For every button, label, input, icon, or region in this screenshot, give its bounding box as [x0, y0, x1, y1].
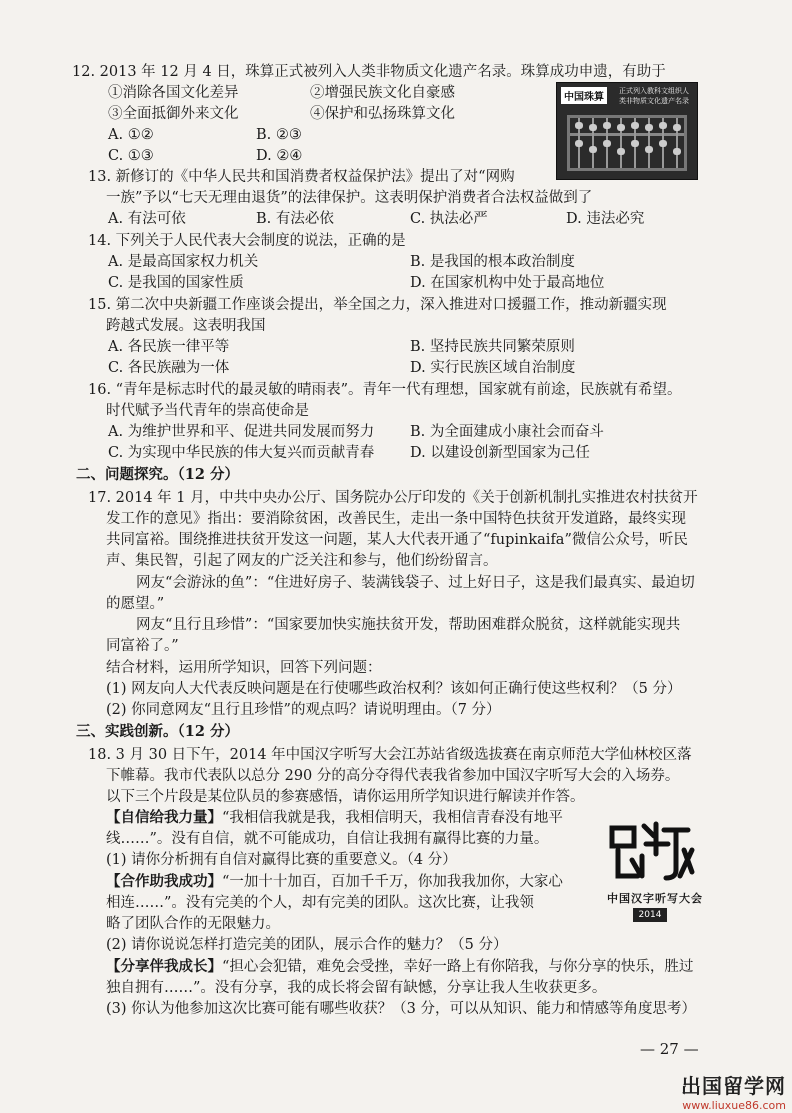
q13-line1: 13. 新修订的《中华人民共和国消费者权益保护法》提出了对“网购	[88, 169, 515, 185]
q14-stem: 14. 下列关于人民代表大会制度的说法，正确的是	[88, 233, 406, 249]
q17-para1: 17. 2014 年 1 月，中共中央办公厅、国务院办公厅印发的《关于创新机制扎实推进农村扶贫开	[88, 490, 698, 506]
q18-fragment2-line1: 【合作助我成功】“一加十十加百，百加千千万，你加我我加你，大家心	[106, 873, 563, 890]
q18-tag-cooperation: 【合作助我成功】	[106, 873, 222, 890]
q18-sub3: (3) 你认为他参加这次比赛可能有哪些收获？（3 分，可以从知识、能力和情感等角度思考）	[106, 1001, 696, 1017]
q14-option-a: A. 是最高国家权力机关	[108, 254, 259, 270]
q14-option-b: B. 是我国的根本政治制度	[410, 254, 575, 270]
site-watermark	[681, 1070, 786, 1112]
q17-para2: 发工作的意见》指出：要消除贫困，改善民生，走出一条中国特色扶贫开发道路，最终实现	[106, 511, 686, 527]
section2-heading: 二、问题探究。（12 分）	[76, 466, 239, 483]
q17-para5: 网友“会游泳的鱼”：“住进好房子、装满钱袋子、过上好日子，这是我们最真实、最迫切	[136, 575, 695, 591]
q18-tag-sharing: 【分享伴我成长】	[106, 958, 222, 975]
q18-para2: 下帷幕。我市代表队以总分 290 分的高分夺得代表我省参加中国汉字听写大会的入场券。	[106, 768, 680, 784]
q18-fragment2-line3: 略了团队合作的无限魅力。	[106, 916, 280, 932]
q14-option-c: C. 是我国的国家性质	[108, 275, 244, 291]
dictation-contest-logo	[580, 820, 730, 932]
watermark-url: www.liuxue86.com	[682, 1099, 786, 1112]
q16-option-c: C. 为实现中华民族的伟大复兴而贡献青春	[108, 445, 375, 461]
abacus-frame	[567, 115, 687, 171]
q18-sub1: (1) 请你分析拥有自信对赢得比赛的重要意义。（4 分）	[106, 852, 457, 868]
q16-option-d: D. 以建设创新型国家为己任	[410, 445, 590, 461]
q16-option-a: A. 为维护世界和平、促进共同发展而努力	[108, 424, 375, 440]
abacus-photo-tag: 中国珠算	[561, 87, 607, 104]
q18-fragment2-line2: 相连……”。没有完美的个人，却有完美的团队。这次比赛，让我领	[106, 895, 534, 911]
q16-option-b: B. 为全面建成小康社会而奋斗	[410, 424, 604, 440]
q16-line2: 时代赋予当代青年的崇高使命是	[106, 403, 309, 419]
q15-line1: 15. 第二次中央新疆工作座谈会提出，举全国之力，深入推进对口援疆工作，推动新疆实现	[88, 297, 667, 313]
q17-sub1: (1) 网友向人大代表反映问题是在行使哪些政治权利？该如何正确行使这些权利？（5 分）	[106, 681, 682, 697]
q15-option-d: D. 实行民族区域自治制度	[410, 360, 576, 376]
q12-option-b: B. ②③	[256, 127, 302, 143]
logo-year: 2014	[633, 908, 667, 922]
q12-option-c: C. ①③	[108, 148, 154, 164]
q15-option-b: B. 坚持民族共同繁荣原则	[410, 339, 575, 355]
q17-sub2: (2) 你同意网友“且行且珍惜”的观点吗？请说明理由。（7 分）	[106, 702, 501, 718]
q18-para1: 18. 3 月 30 日下午，2014 年中国汉字听写大会江苏站省级选拔赛在南京师范大学仙林校区落	[88, 747, 692, 763]
q17-para6: 的愿望。”	[106, 596, 165, 612]
q13-option-b: B. 有法必依	[256, 211, 334, 227]
calligraphy-logo-icon	[602, 820, 702, 890]
q17-para7: 网友“且行且珍惜”：“国家要加快实施扶贫开发，帮助困难群众脱贫，这样就能实现共	[136, 617, 681, 633]
q18-fragment3-line1: 【分享伴我成长】“担心会犯错，难免会受挫，幸好一路上有你陪我，与你分享的快乐，胜过	[106, 958, 694, 975]
watermark-title: 出国留学网	[681, 1074, 786, 1098]
q17-para8: 同富裕了。”	[106, 638, 179, 654]
q13-option-d: D. 违法必究	[566, 211, 645, 227]
q17-para3: 共同富裕。围绕推进扶贫开发这一问题，某人大代表开通了“fupinkaifa”微信公众号，听民	[106, 532, 688, 548]
q17-para4: 声、集民智，引起了网友的广泛关注和参与，他们纷纷留言。	[106, 553, 498, 569]
q12-item1: ①消除各国文化差异	[108, 85, 239, 101]
logo-title: 中国汉字听写大会	[607, 892, 703, 905]
q12-option-a: A. ①②	[108, 127, 154, 143]
abacus-photo	[556, 82, 698, 180]
q18-para3: 以下三个片段是某位队员的参赛感悟，请你运用所学知识进行解读并作答。	[106, 789, 585, 805]
q12-item2: ②增强民族文化自豪感	[310, 85, 455, 101]
q12-item4: ④保护和弘扬珠算文化	[310, 106, 455, 122]
q15-option-a: A. 各民族一律平等	[108, 339, 230, 355]
q12-stem: 12. 2013 年 12 月 4 日，珠算正式被列入人类非物质文化遗产名录。珠算成功申遗，有助于	[72, 64, 666, 80]
q15-line2: 跨越式发展。这表明我国	[106, 318, 266, 334]
q18-tag-confidence: 【自信给我力量】	[106, 809, 222, 826]
q12-item3: ③全面抵御外来文化	[108, 106, 239, 122]
q16-line1: 16. “青年是标志时代的最灵敏的晴雨表”。青年一代有理想，国家就有前途，民族就有希望。	[88, 382, 682, 398]
q18-fragment1-line2: 线……”。没有自信，就不可能成功，自信让我拥有赢得比赛的力量。	[106, 831, 549, 847]
q15-option-c: C. 各民族融为一体	[108, 360, 230, 376]
q13-option-c: C. 执法必严	[410, 211, 488, 227]
q14-option-d: D. 在国家机构中处于最高地位	[410, 275, 605, 291]
q18-sub2: (2) 请你说说怎样打造完美的团队，展示合作的魅力？（5 分）	[106, 937, 508, 953]
q17-instruction: 结合材料，运用所学知识，回答下列问题：	[106, 660, 382, 676]
q13-option-a: A. 有法可依	[108, 211, 186, 227]
q18-fragment3-line2: 独自拥有……”。没有分享，我的成长将会留有缺憾，分享让我人生收获更多。	[106, 980, 607, 996]
section3-heading: 三、实践创新。（12 分）	[76, 723, 239, 740]
page-number: — 27 —	[640, 1040, 699, 1058]
q12-option-d: D. ②④	[256, 148, 303, 164]
q18-fragment1-line1: 【自信给我力量】“我相信我就是我，我相信明天，我相信青春没有地平	[106, 809, 563, 826]
q13-line2: 一族”予以“七天无理由退货”的法律保护。这表明保护消费者合法权益做到了	[106, 190, 593, 206]
abacus-photo-caption: 正式列入教科文组织人类非物质文化遗产名录	[619, 87, 689, 105]
